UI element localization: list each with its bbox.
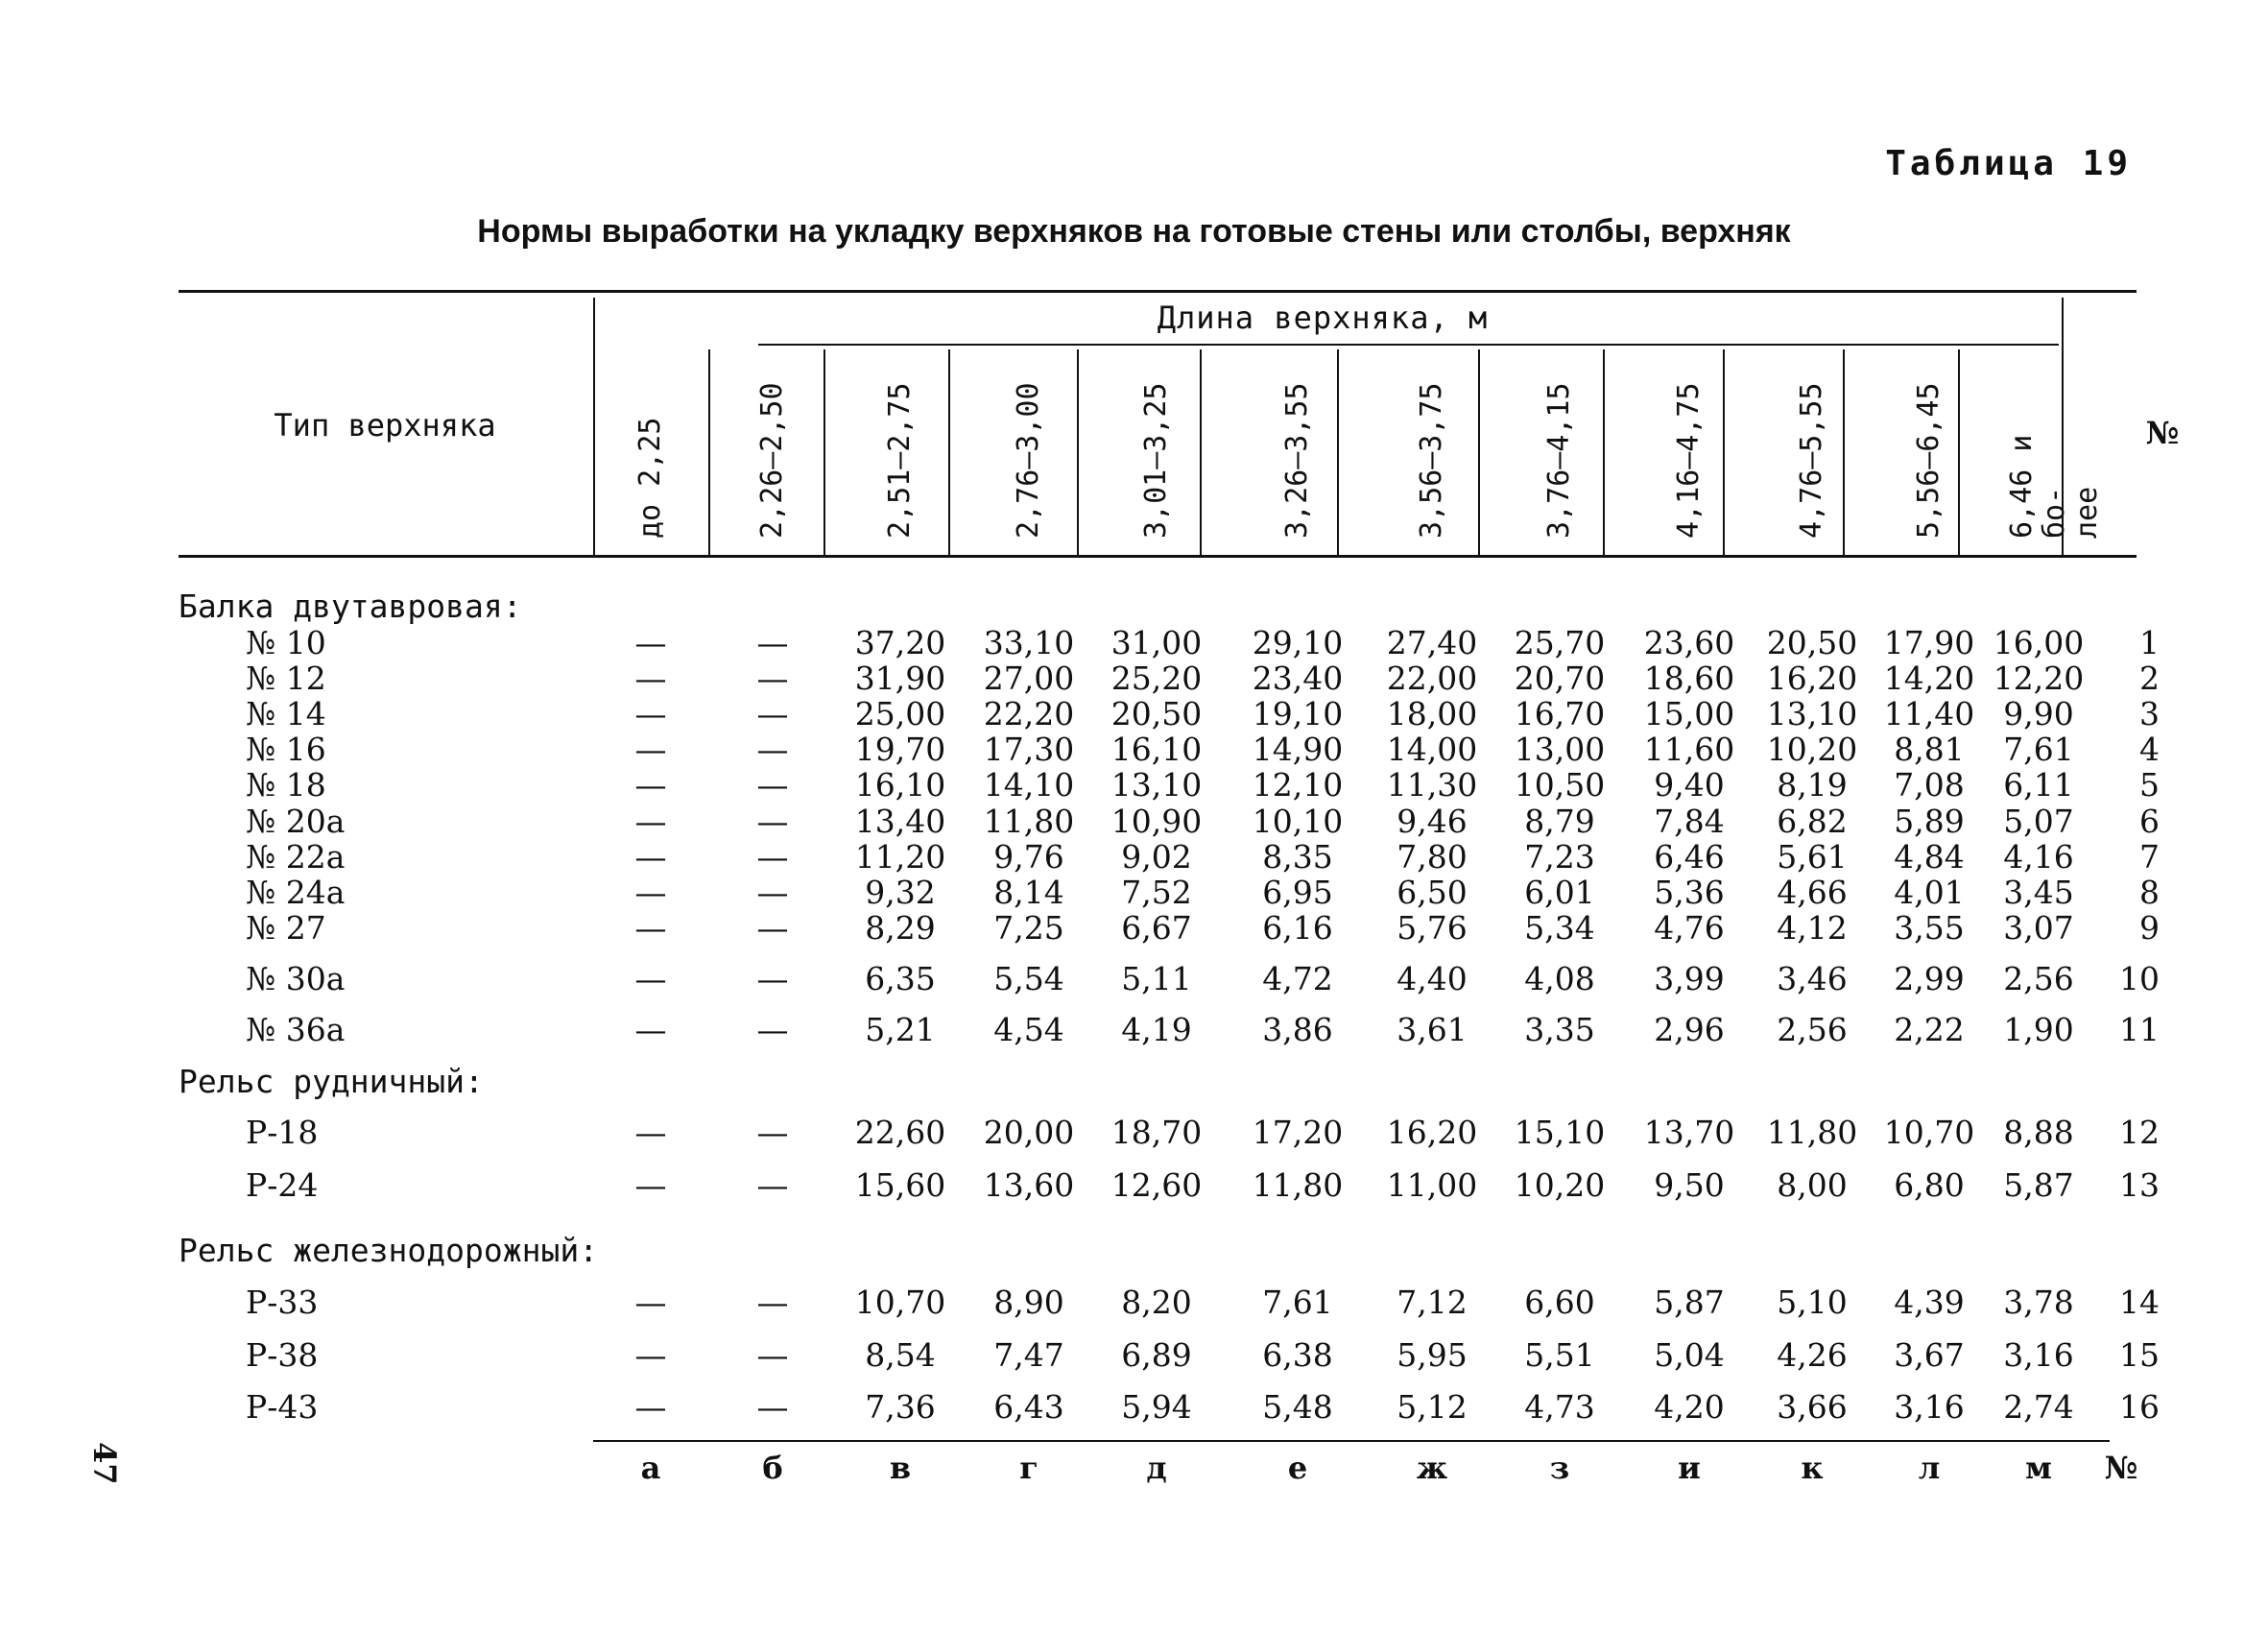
cell-value: 10,90 <box>1110 803 1203 840</box>
cell-value: 20,00 <box>983 1114 1075 1151</box>
length-header-9: 4,16—4,75 <box>1672 382 1706 539</box>
cell-value: 18,00 <box>1386 695 1478 732</box>
cell-value: 5,94 <box>1121 1388 1192 1426</box>
group-label: Балка двутавровая: <box>179 588 522 625</box>
cell-value: 20,50 <box>1766 624 1858 661</box>
cell-value: 19,10 <box>1252 695 1344 732</box>
cell-b: — <box>756 874 789 911</box>
cell-b: — <box>756 624 789 661</box>
column-letter: м <box>2025 1450 2052 1486</box>
cell-value: 3,45 <box>2003 874 2074 911</box>
cell-value: 4,39 <box>1894 1284 1965 1321</box>
cell-value: 8,79 <box>1524 803 1595 840</box>
cell-value: 8,88 <box>2003 1114 2074 1151</box>
cell-value: 3,66 <box>1777 1388 1848 1426</box>
cell-value: 15,00 <box>1643 695 1735 732</box>
cell-value: 13,10 <box>1110 766 1203 804</box>
row-type-name: № 22а <box>246 838 346 876</box>
cell-value: 6,01 <box>1524 874 1595 911</box>
length-col-divider <box>1337 349 1339 555</box>
length-header-3: 2,51—2,75 <box>883 382 917 539</box>
cell-value: 4,66 <box>1777 874 1848 911</box>
row-number: 3 <box>2139 695 2160 732</box>
cell-value: 9,02 <box>1121 838 1192 876</box>
table-title: Нормы выработки на укладку верхняков на готовые стены или столбы, верхняк <box>477 213 1791 250</box>
row-type-name: Р-24 <box>246 1166 319 1204</box>
cell-value: 4,08 <box>1524 960 1595 997</box>
cell-value: 16,10 <box>854 766 946 804</box>
cell-value: 25,00 <box>854 695 946 732</box>
cell-value: 2,99 <box>1894 960 1965 997</box>
cell-value: 6,16 <box>1262 909 1333 947</box>
cell-value: 6,82 <box>1777 803 1848 840</box>
cell-value: 19,70 <box>854 731 946 768</box>
cell-value: 27,40 <box>1386 624 1478 661</box>
cell-value: 2,56 <box>2003 960 2074 997</box>
cell-value: 9,50 <box>1654 1166 1725 1204</box>
row-type-name: № 16 <box>246 731 326 768</box>
cell-value: 3,46 <box>1777 960 1848 997</box>
length-col-divider <box>1077 349 1079 555</box>
length-header-line: 6,46 и бо- <box>2005 434 2071 539</box>
cell-value: 7,12 <box>1397 1284 1468 1321</box>
cell-value: 8,14 <box>993 874 1064 911</box>
length-header: Длина верхняка, м <box>1157 300 1489 336</box>
row-type-name: Р-43 <box>246 1388 319 1426</box>
row-type-name: Р-38 <box>246 1336 319 1374</box>
table-label: Таблица 19 <box>1885 144 2132 183</box>
cell-value: 33,10 <box>983 624 1075 661</box>
cell-value: 9,90 <box>2003 695 2074 732</box>
column-letter: л <box>1918 1450 1941 1486</box>
cell-value: 5,87 <box>1654 1284 1725 1321</box>
cell-value: 11,80 <box>1766 1114 1858 1151</box>
length-sub-rule <box>758 344 2059 346</box>
length-header-4: 2,76—3,00 <box>1012 382 1045 539</box>
length-col-divider <box>824 349 825 555</box>
cell-value: 13,60 <box>983 1166 1075 1204</box>
cell-value: 9,76 <box>993 838 1064 876</box>
cell-value: 37,20 <box>854 624 946 661</box>
cell-value: 10,10 <box>1252 803 1344 840</box>
cell-value: 5,04 <box>1654 1336 1725 1374</box>
column-letter: и <box>1678 1450 1701 1486</box>
length-header-1: до 2,25 <box>633 417 667 539</box>
cell-value: 11,40 <box>1883 695 1975 732</box>
cell-a: — <box>634 1166 667 1204</box>
cell-value: 18,60 <box>1643 660 1735 697</box>
cell-value: 6,43 <box>993 1388 1064 1426</box>
cell-value: 25,70 <box>1514 624 1606 661</box>
cell-value: 10,20 <box>1514 1166 1606 1204</box>
cell-value: 7,52 <box>1121 874 1192 911</box>
cell-value: 4,40 <box>1397 960 1468 997</box>
cell-value: 11,30 <box>1386 766 1478 804</box>
type-col-divider <box>593 298 595 555</box>
length-header-11: 5,56—6,45 <box>1912 382 1946 539</box>
cell-b: — <box>756 803 789 840</box>
cell-value: 3,35 <box>1524 1011 1595 1048</box>
length-col-divider <box>1200 349 1202 555</box>
cell-b: — <box>756 731 789 768</box>
cell-a: — <box>634 803 667 840</box>
length-col-divider <box>948 349 950 555</box>
row-number: 13 <box>2119 1166 2160 1204</box>
cell-value: 3,61 <box>1397 1011 1468 1048</box>
cell-value: 5,12 <box>1397 1388 1468 1426</box>
cell-value: 6,60 <box>1524 1284 1595 1321</box>
cell-value: 22,60 <box>854 1114 946 1151</box>
length-header-6: 3,26—3,55 <box>1280 382 1314 539</box>
row-number: 10 <box>2119 960 2160 997</box>
cell-value: 23,40 <box>1252 660 1344 697</box>
cell-a: — <box>634 909 667 947</box>
length-header-10: 4,76—5,55 <box>1795 382 1828 539</box>
cell-value: 3,55 <box>1894 909 1965 947</box>
cell-a: — <box>634 1336 667 1374</box>
cell-value: 7,36 <box>865 1388 936 1426</box>
type-header: Тип верхняка <box>274 407 496 444</box>
cell-value: 8,19 <box>1777 766 1848 804</box>
column-letter: б <box>762 1450 783 1486</box>
cell-value: 8,54 <box>865 1336 936 1374</box>
cell-value: 5,61 <box>1777 838 1848 876</box>
page-number: 47 <box>86 1442 123 1485</box>
cell-b: — <box>756 909 789 947</box>
cell-value: 8,81 <box>1894 731 1965 768</box>
cell-b: — <box>756 1284 789 1321</box>
cell-value: 11,80 <box>983 803 1075 840</box>
cell-value: 31,90 <box>854 660 946 697</box>
cell-a: — <box>634 874 667 911</box>
cell-b: — <box>756 1166 789 1204</box>
cell-value: 4,20 <box>1654 1388 1725 1426</box>
cell-value: 7,47 <box>993 1336 1064 1374</box>
row-number: 8 <box>2139 874 2160 911</box>
cell-value: 3,16 <box>1894 1388 1965 1426</box>
cell-value: 5,89 <box>1894 803 1965 840</box>
cell-value: 4,76 <box>1654 909 1725 947</box>
cell-value: 2,74 <box>2003 1388 2074 1426</box>
cell-a: — <box>634 695 667 732</box>
cell-value: 27,00 <box>983 660 1075 697</box>
cell-value: 13,00 <box>1514 731 1606 768</box>
row-type-name: № 12 <box>246 660 326 697</box>
cell-value: 14,90 <box>1252 731 1344 768</box>
row-type-name: № 20а <box>246 803 346 840</box>
cell-value: 9,32 <box>865 874 936 911</box>
cell-b: — <box>756 960 789 997</box>
column-letter: в <box>889 1450 912 1486</box>
row-number: 15 <box>2119 1336 2160 1374</box>
column-letter: а <box>640 1450 661 1486</box>
cell-value: 4,01 <box>1894 874 1965 911</box>
row-type-name: Р-33 <box>246 1284 319 1321</box>
cell-value: 6,67 <box>1121 909 1192 947</box>
cell-value: 6,46 <box>1654 838 1725 876</box>
cell-value: 5,87 <box>2003 1166 2074 1204</box>
row-number: 6 <box>2139 803 2160 840</box>
cell-value: 6,89 <box>1121 1336 1192 1374</box>
cell-b: — <box>756 660 789 697</box>
cell-value: 22,00 <box>1386 660 1478 697</box>
cell-value: 3,67 <box>1894 1336 1965 1374</box>
column-letter: ж <box>1416 1450 1448 1486</box>
row-number: 5 <box>2139 766 2160 804</box>
cell-value: 18,70 <box>1110 1114 1203 1151</box>
column-letter: г <box>1019 1450 1039 1486</box>
cell-value: 9,46 <box>1397 803 1468 840</box>
cell-value: 7,80 <box>1397 838 1468 876</box>
row-type-name: № 18 <box>246 766 326 804</box>
cell-value: 5,51 <box>1524 1336 1595 1374</box>
row-type-name: Р-18 <box>246 1114 319 1151</box>
cell-value: 7,84 <box>1654 803 1725 840</box>
cell-value: 4,19 <box>1121 1011 1192 1048</box>
cell-value: 10,70 <box>854 1284 946 1321</box>
cell-value: 17,30 <box>983 731 1075 768</box>
cell-value: 4,54 <box>993 1011 1064 1048</box>
cell-a: — <box>634 1114 667 1151</box>
row-type-name: № 24а <box>246 874 346 911</box>
cell-b: — <box>756 1336 789 1374</box>
cell-a: — <box>634 960 667 997</box>
cell-value: 15,10 <box>1514 1114 1606 1151</box>
cell-value: 11,80 <box>1252 1166 1344 1204</box>
cell-a: — <box>634 766 667 804</box>
cell-value: 6,80 <box>1894 1166 1965 1204</box>
cell-value: 4,84 <box>1894 838 1965 876</box>
row-type-name: № 14 <box>246 695 326 732</box>
cell-value: 5,54 <box>993 960 1064 997</box>
length-col-divider <box>1478 349 1480 555</box>
cell-value: 8,35 <box>1262 838 1333 876</box>
cell-value: 9,40 <box>1654 766 1725 804</box>
cell-value: 22,20 <box>983 695 1075 732</box>
column-letter: к <box>1801 1450 1824 1486</box>
cell-value: 3,07 <box>2003 909 2074 947</box>
cell-value: 2,56 <box>1777 1011 1848 1048</box>
cell-value: 17,20 <box>1252 1114 1344 1151</box>
group-label: Рельс рудничный: <box>179 1063 484 1100</box>
row-number: 2 <box>2139 660 2160 697</box>
cell-value: 3,78 <box>2003 1284 2074 1321</box>
cell-b: — <box>756 766 789 804</box>
cell-b: — <box>756 1011 789 1048</box>
length-header-line: лее <box>2070 486 2104 539</box>
row-number: 14 <box>2119 1284 2160 1321</box>
cell-a: — <box>634 1011 667 1048</box>
cell-value: 29,10 <box>1252 624 1344 661</box>
cell-a: — <box>634 1388 667 1426</box>
cell-value: 8,00 <box>1777 1166 1848 1204</box>
cell-value: 4,12 <box>1777 909 1848 947</box>
no-header: № <box>2145 415 2180 451</box>
cell-a: — <box>634 838 667 876</box>
cell-value: 15,60 <box>854 1166 946 1204</box>
column-letter: з <box>1549 1450 1570 1486</box>
row-number: 16 <box>2119 1388 2160 1426</box>
cell-value: 6,38 <box>1262 1336 1333 1374</box>
cell-value: 6,11 <box>2003 766 2074 804</box>
cell-b: — <box>756 838 789 876</box>
cell-value: 16,00 <box>1993 624 2085 661</box>
row-type-name: № 10 <box>246 624 326 661</box>
cell-value: 14,00 <box>1386 731 1478 768</box>
cell-value: 16,20 <box>1766 660 1858 697</box>
cell-value: 7,61 <box>1262 1284 1333 1321</box>
cell-value: 7,25 <box>993 909 1064 947</box>
cell-b: — <box>756 695 789 732</box>
cell-value: 11,60 <box>1643 731 1735 768</box>
cell-value: 11,20 <box>854 838 946 876</box>
cell-value: 5,95 <box>1397 1336 1468 1374</box>
row-type-name: № 30а <box>246 960 346 997</box>
cell-value: 17,90 <box>1883 624 1975 661</box>
row-number: 7 <box>2139 838 2160 876</box>
cell-value: 4,26 <box>1777 1336 1848 1374</box>
cell-value: 8,29 <box>865 909 936 947</box>
cell-value: 5,11 <box>1121 960 1192 997</box>
cell-value: 12,10 <box>1252 766 1344 804</box>
cell-value: 5,76 <box>1397 909 1468 947</box>
row-type-name: № 36а <box>246 1011 346 1048</box>
cell-value: 3,86 <box>1262 1011 1333 1048</box>
length-col-divider <box>1958 349 1960 555</box>
row-number: 9 <box>2139 909 2160 947</box>
cell-value: 7,61 <box>2003 731 2074 768</box>
cell-value: 14,10 <box>983 766 1075 804</box>
cell-value: 6,50 <box>1397 874 1468 911</box>
cell-value: 10,20 <box>1766 731 1858 768</box>
cell-b: — <box>756 1114 789 1151</box>
cell-value: 7,23 <box>1524 838 1595 876</box>
length-col-divider <box>708 349 710 555</box>
cell-a: — <box>634 731 667 768</box>
group-label: Рельс железнодорожный: <box>179 1232 599 1269</box>
cell-value: 5,10 <box>1777 1284 1848 1321</box>
cell-value: 6,95 <box>1262 874 1333 911</box>
cell-a: — <box>634 624 667 661</box>
header-bottom-rule <box>179 555 2137 558</box>
length-col-divider <box>1723 349 1725 555</box>
cell-value: 16,20 <box>1386 1114 1478 1151</box>
length-header-5: 3,01—3,25 <box>1139 382 1173 539</box>
cell-value: 5,21 <box>865 1011 936 1048</box>
cell-value: 12,20 <box>1993 660 2085 697</box>
cell-value: 20,70 <box>1514 660 1606 697</box>
cell-b: — <box>756 1388 789 1426</box>
cell-value: 2,22 <box>1894 1011 1965 1048</box>
row-number: 11 <box>2119 1011 2160 1048</box>
cell-a: — <box>634 660 667 697</box>
cell-value: 12,60 <box>1110 1166 1203 1204</box>
cell-value: 11,00 <box>1386 1166 1478 1204</box>
cell-value: 20,50 <box>1110 695 1203 732</box>
cell-value: 23,60 <box>1643 624 1735 661</box>
cell-value: 10,50 <box>1514 766 1606 804</box>
cell-a: — <box>634 1284 667 1321</box>
row-number: 4 <box>2139 731 2160 768</box>
cell-value: 1,90 <box>2003 1011 2074 1048</box>
cell-value: 4,16 <box>2003 838 2074 876</box>
length-header-2: 2,26—2,50 <box>755 382 789 539</box>
cell-value: 14,20 <box>1883 660 1975 697</box>
cell-value: 3,16 <box>2003 1336 2074 1374</box>
cell-value: 6,35 <box>865 960 936 997</box>
cell-value: 16,70 <box>1514 695 1606 732</box>
footer-rule <box>593 1440 2110 1442</box>
cell-value: 13,70 <box>1643 1114 1735 1151</box>
length-col-divider <box>1843 349 1845 555</box>
cell-value: 16,10 <box>1110 731 1203 768</box>
cell-value: 13,10 <box>1766 695 1858 732</box>
cell-value: 10,70 <box>1883 1114 1975 1151</box>
column-letter: д <box>1146 1450 1167 1486</box>
cell-value: 8,20 <box>1121 1284 1192 1321</box>
cell-value: 7,08 <box>1894 766 1965 804</box>
cell-value: 31,00 <box>1110 624 1203 661</box>
cell-value: 5,48 <box>1262 1388 1333 1426</box>
row-type-name: № 27 <box>246 909 326 947</box>
length-header-8: 3,76—4,15 <box>1542 382 1576 539</box>
cell-value: 25,20 <box>1110 660 1203 697</box>
row-number: 1 <box>2139 624 2160 661</box>
cell-value: 5,34 <box>1524 909 1595 947</box>
length-header-7: 3,56—3,75 <box>1415 382 1448 539</box>
cell-value: 2,96 <box>1654 1011 1725 1048</box>
column-letter: е <box>1287 1450 1308 1486</box>
cell-value: 4,73 <box>1524 1388 1595 1426</box>
cell-value: 8,90 <box>993 1284 1064 1321</box>
cell-value: 5,07 <box>2003 803 2074 840</box>
cell-value: 3,99 <box>1654 960 1725 997</box>
length-header-12 <box>2006 385 2104 539</box>
cell-value: 4,72 <box>1262 960 1333 997</box>
length-col-divider <box>1603 349 1605 555</box>
column-letter-no: № <box>2104 1450 2138 1486</box>
row-number: 12 <box>2119 1114 2160 1151</box>
cell-value: 5,36 <box>1654 874 1725 911</box>
cell-value: 13,40 <box>854 803 946 840</box>
